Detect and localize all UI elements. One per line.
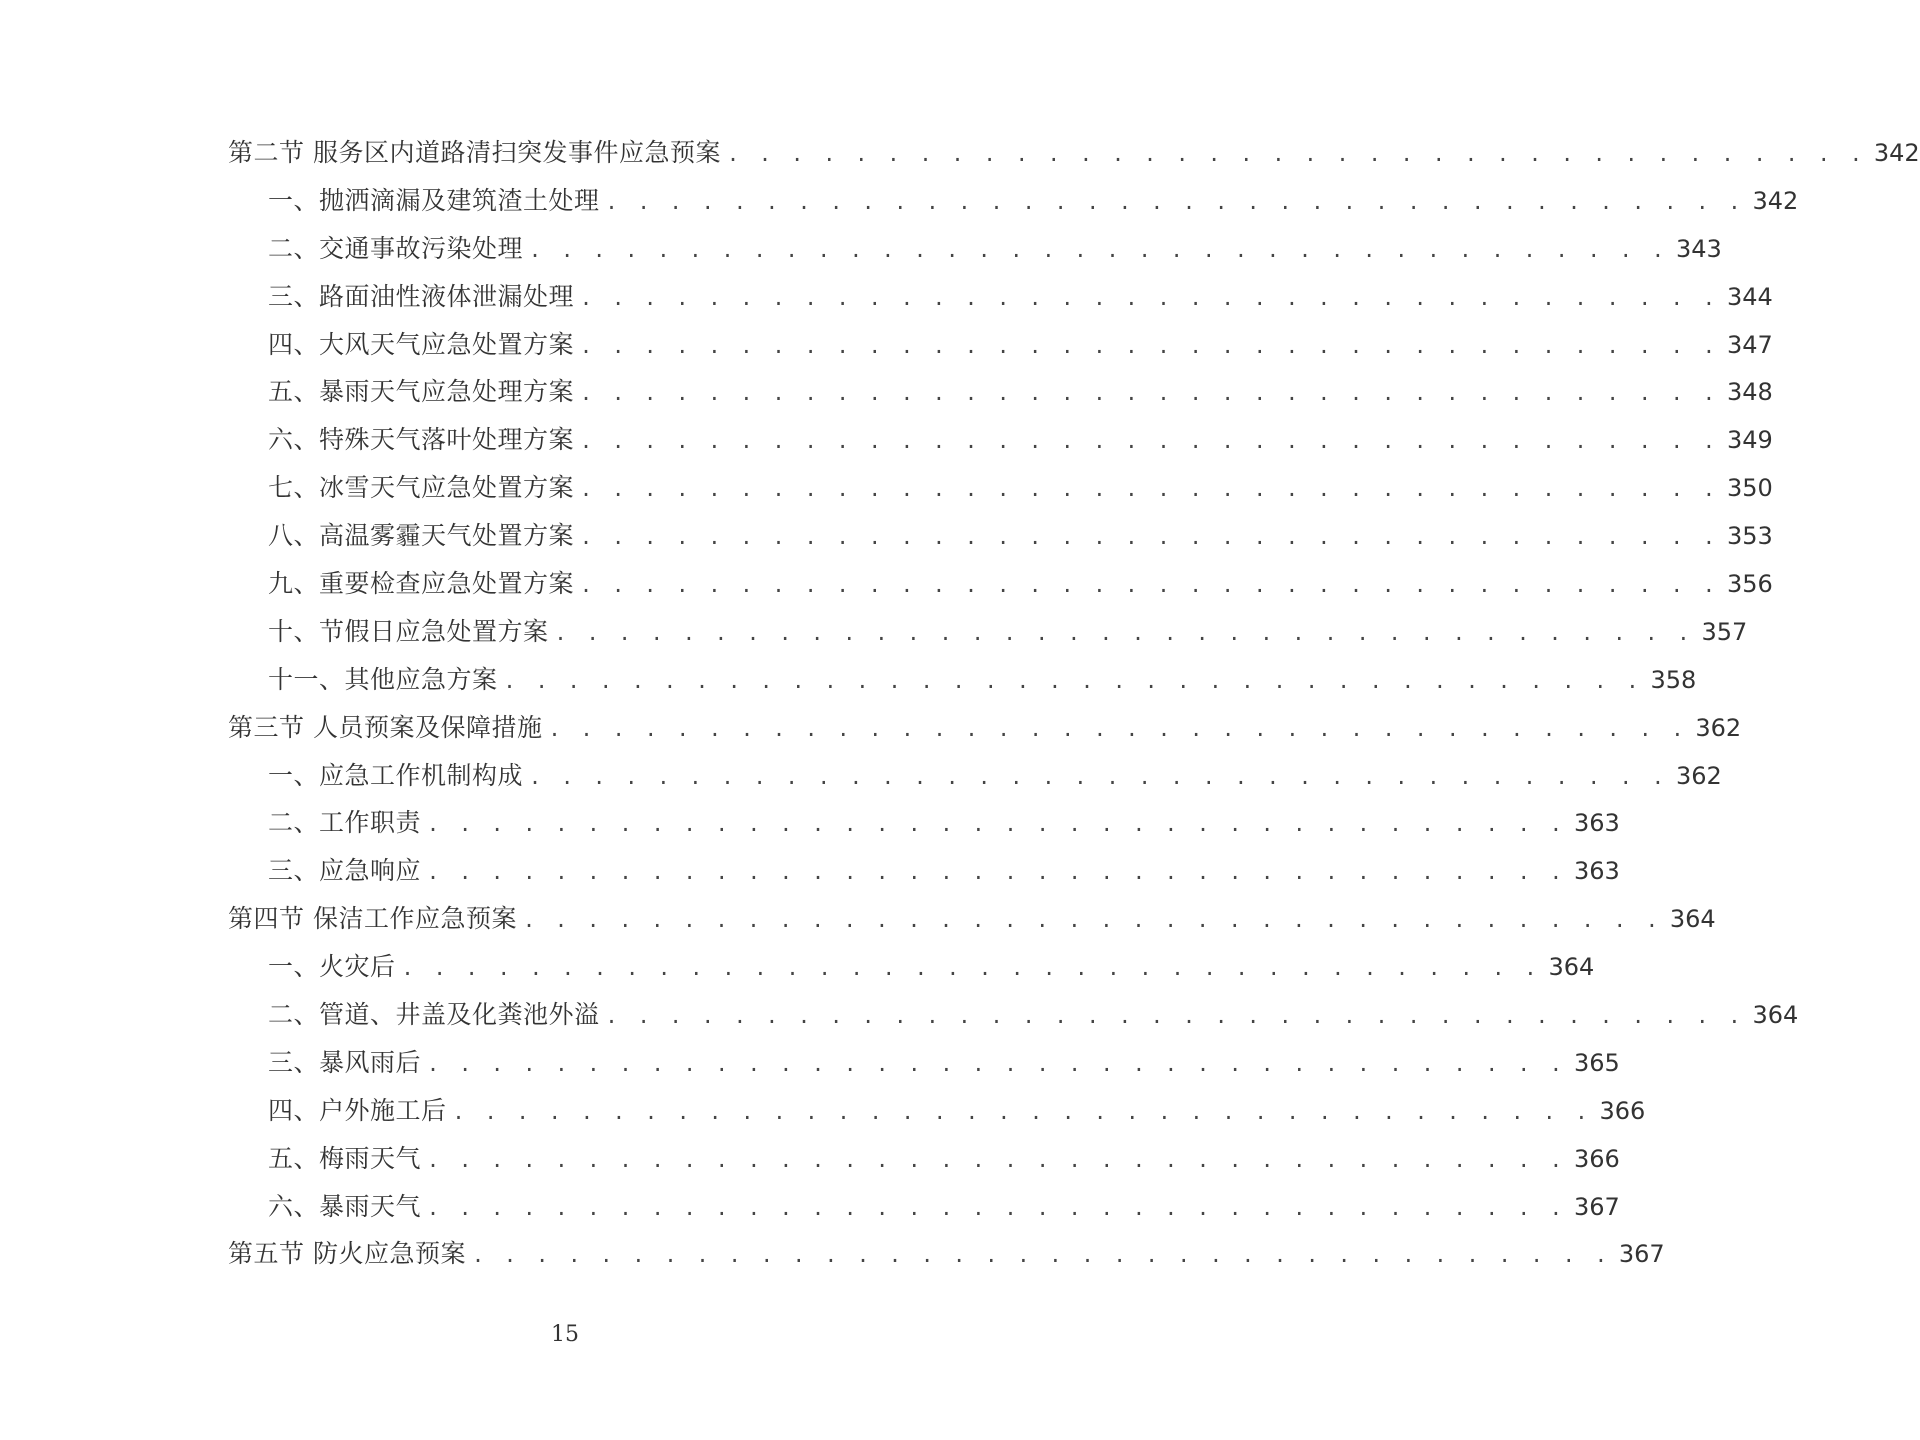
toc-entry-page: 349: [1726, 426, 1773, 455]
toc-dot-leader: . . . . . . . . . . . . . . . . . . . . . . . . . . . . . . . . . . . .: [580, 285, 1719, 310]
toc-entry-title: 九、重要检查应急处置方案: [268, 569, 575, 599]
toc-dot-leader: . . . . . . . . . . . . . . . . . . . . . . . . . . . . . . . . . . . .: [548, 716, 1688, 741]
toc-dot-leader: . . . . . . . . . . . . . . . . . . . . . . . . . . . . . . . . . . . .: [471, 1243, 1611, 1268]
toc-entry-page: 357: [1701, 617, 1748, 646]
toc-dot-leader: . . . . . . . . . . . . . . . . . . . . . . . . . . . . . . . . . . . .: [427, 812, 1566, 837]
toc-entry: [228, 129, 1920, 177]
toc-entry: [228, 273, 1773, 321]
toc-dot-leader: . . . . . . . . . . . . . . . . . . . . . . . . . . . . . . . . . . . .: [580, 525, 1719, 550]
toc-entry: [228, 1135, 1620, 1183]
toc-entry-title: 一、抛洒滴漏及建筑渣土处理: [268, 185, 600, 215]
toc-entry-page: 342: [1752, 186, 1799, 215]
toc-entry-page: 367: [1573, 1192, 1620, 1221]
toc-entry: [228, 416, 1773, 464]
toc-entry-page: 367: [1618, 1240, 1665, 1269]
toc-entry-page: 356: [1726, 570, 1773, 599]
toc-entry-title: 十一、其他应急方案: [268, 664, 498, 694]
toc-entry-title: 第二节 服务区内道路清扫突发事件应急预案: [228, 138, 721, 167]
toc-entry: [228, 1039, 1620, 1087]
toc-entry: [228, 512, 1773, 560]
toc-entry-title: 三、暴风雨后: [268, 1047, 422, 1077]
toc-entry-page: 366: [1573, 1144, 1620, 1173]
toc-dot-leader: . . . . . . . . . . . . . . . . . . . . . . . . . . . . . . . . . . . .: [580, 381, 1719, 406]
toc-dot-leader: . . . . . . . . . . . . . . . . . . . . . . . . . . . . . . . . . . . .: [580, 429, 1719, 454]
toc-dot-leader: . . . . . . . . . . . . . . . . . . . . . . . . . . . . . . . . . . . .: [554, 620, 1694, 645]
toc-entry-title: 五、暴雨天气应急处理方案: [268, 377, 575, 407]
toc-entry-page: 342: [1873, 139, 1920, 167]
toc-entry-page: 365: [1573, 1048, 1620, 1077]
toc-entry-page: 353: [1726, 522, 1773, 551]
toc-entry: [228, 847, 1620, 895]
toc-entry-page: 350: [1726, 474, 1773, 503]
toc-dot-leader: . . . . . . . . . . . . . . . . . . . . . . . . . . . . . . . . . . . .: [580, 477, 1719, 502]
toc-entry-page: 358: [1650, 665, 1697, 694]
toc-entry: [228, 943, 1595, 991]
toc-entry: [228, 1183, 1620, 1231]
page-number: 15: [551, 1322, 579, 1347]
toc-entry-page: 363: [1573, 857, 1620, 886]
toc-entry-title: 第三节 人员预案及保障措施: [228, 712, 543, 742]
toc-entry: [228, 177, 1799, 225]
toc-entry-page: 362: [1695, 713, 1742, 742]
toc-entry: [228, 1230, 1665, 1278]
toc-entry-page: 344: [1726, 282, 1773, 311]
toc-entry: [228, 656, 1697, 704]
toc-dot-leader: . . . . . . . . . . . . . . . . . . . . . . . . . . . . . . . . . . . .: [401, 956, 1541, 981]
toc-entry: [228, 752, 1722, 800]
toc-dot-leader: . . . . . . . . . . . . . . . . . . . . . . . . . . . . . . . . . . . .: [503, 668, 1643, 693]
toc-dot-leader: . . . . . . . . . . . . . . . . . . . . . . . . . . . . . . . . . . . .: [427, 1051, 1566, 1076]
toc-entry-title: 四、大风天气应急处置方案: [268, 329, 575, 359]
toc-dot-leader: . . . . . . . . . . . . . . . . . . . . . . . . . . . . . . . . . . . .: [605, 1004, 1745, 1029]
toc-entry-title: 六、特殊天气落叶处理方案: [268, 425, 575, 455]
toc-dot-leader: . . . . . . . . . . . . . . . . . . . . . . . . . . . . . . . . . . . .: [529, 237, 1668, 262]
toc-entry-title: 第四节 保洁工作应急预案: [228, 904, 517, 934]
toc-entry-title: 十、节假日应急处置方案: [268, 616, 549, 646]
toc-entry-title: 第五节 防火应急预案: [228, 1239, 466, 1269]
toc-dot-leader: . . . . . . . . . . . . . . . . . . . . . . . . . . . . . . . . . . . .: [427, 860, 1566, 885]
toc-dot-leader: . . . . . . . . . . . . . . . . . . . . . . . . . . . . . . . . . . . .: [522, 908, 1662, 933]
toc-entry: [228, 321, 1773, 369]
toc-entry: [228, 895, 1716, 943]
toc-entry-title: 六、暴雨天气: [268, 1191, 422, 1221]
toc-entry-page: 363: [1573, 809, 1620, 838]
toc-entry: [228, 704, 1742, 752]
toc-entry: [228, 1087, 1646, 1135]
toc-entry-title: 一、应急工作机制构成: [268, 760, 524, 790]
toc-entry-page: 366: [1599, 1096, 1646, 1125]
toc-entry-title: 八、高温雾霾天气处置方案: [268, 521, 575, 551]
toc-entry-page: 347: [1726, 330, 1773, 359]
toc-entry-title: 一、火灾后: [268, 952, 396, 982]
table-of-contents: [228, 129, 1920, 1278]
toc-entry: [228, 608, 1748, 656]
toc-entry: [228, 991, 1799, 1039]
toc-dot-leader: . . . . . . . . . . . . . . . . . . . . . . . . . . . . . . . . . . . .: [605, 189, 1745, 214]
toc-dot-leader: . . . . . . . . . . . . . . . . . . . . . . . . . . . . . . . . . . . .: [529, 764, 1668, 789]
toc-entry: [228, 464, 1773, 512]
toc-dot-leader: . . . . . . . . . . . . . . . . . . . . . . . . . . . . . . . . . . . .: [427, 1195, 1566, 1220]
toc-dot-leader: . . . . . . . . . . . . . . . . . . . . . . . . . . . . . . . . . . . .: [726, 142, 1866, 166]
toc-dot-leader: . . . . . . . . . . . . . . . . . . . . . . . . . . . . . . . . . . . .: [580, 573, 1719, 598]
toc-dot-leader: . . . . . . . . . . . . . . . . . . . . . . . . . . . . . . . . . . . .: [427, 1147, 1566, 1172]
toc-entry: [228, 368, 1773, 416]
toc-entry: [228, 225, 1722, 273]
toc-entry-page: 348: [1726, 378, 1773, 407]
toc-entry-title: 二、交通事故污染处理: [268, 233, 524, 263]
toc-entry-title: 三、路面油性液体泄漏处理: [268, 281, 575, 311]
toc-entry-title: 三、应急响应: [268, 856, 422, 886]
toc-entry-page: 343: [1675, 234, 1722, 263]
toc-entry-title: 七、冰雪天气应急处置方案: [268, 473, 575, 503]
toc-entry-page: 364: [1752, 1001, 1799, 1030]
toc-entry-title: 二、工作职责: [268, 808, 422, 838]
toc-entry-page: 362: [1675, 761, 1722, 790]
toc-dot-leader: . . . . . . . . . . . . . . . . . . . . . . . . . . . . . . . . . . . .: [580, 333, 1719, 358]
toc-entry-page: 364: [1548, 953, 1595, 982]
toc-entry-title: 二、管道、井盖及化粪池外溢: [268, 1000, 600, 1030]
toc-entry: [228, 560, 1773, 608]
toc-entry-title: 四、户外施工后: [268, 1095, 447, 1125]
toc-entry-page: 364: [1669, 905, 1716, 934]
toc-dot-leader: . . . . . . . . . . . . . . . . . . . . . . . . . . . . . . . . . . . .: [452, 1099, 1592, 1124]
toc-entry-title: 五、梅雨天气: [268, 1143, 422, 1173]
toc-entry: [228, 799, 1620, 847]
